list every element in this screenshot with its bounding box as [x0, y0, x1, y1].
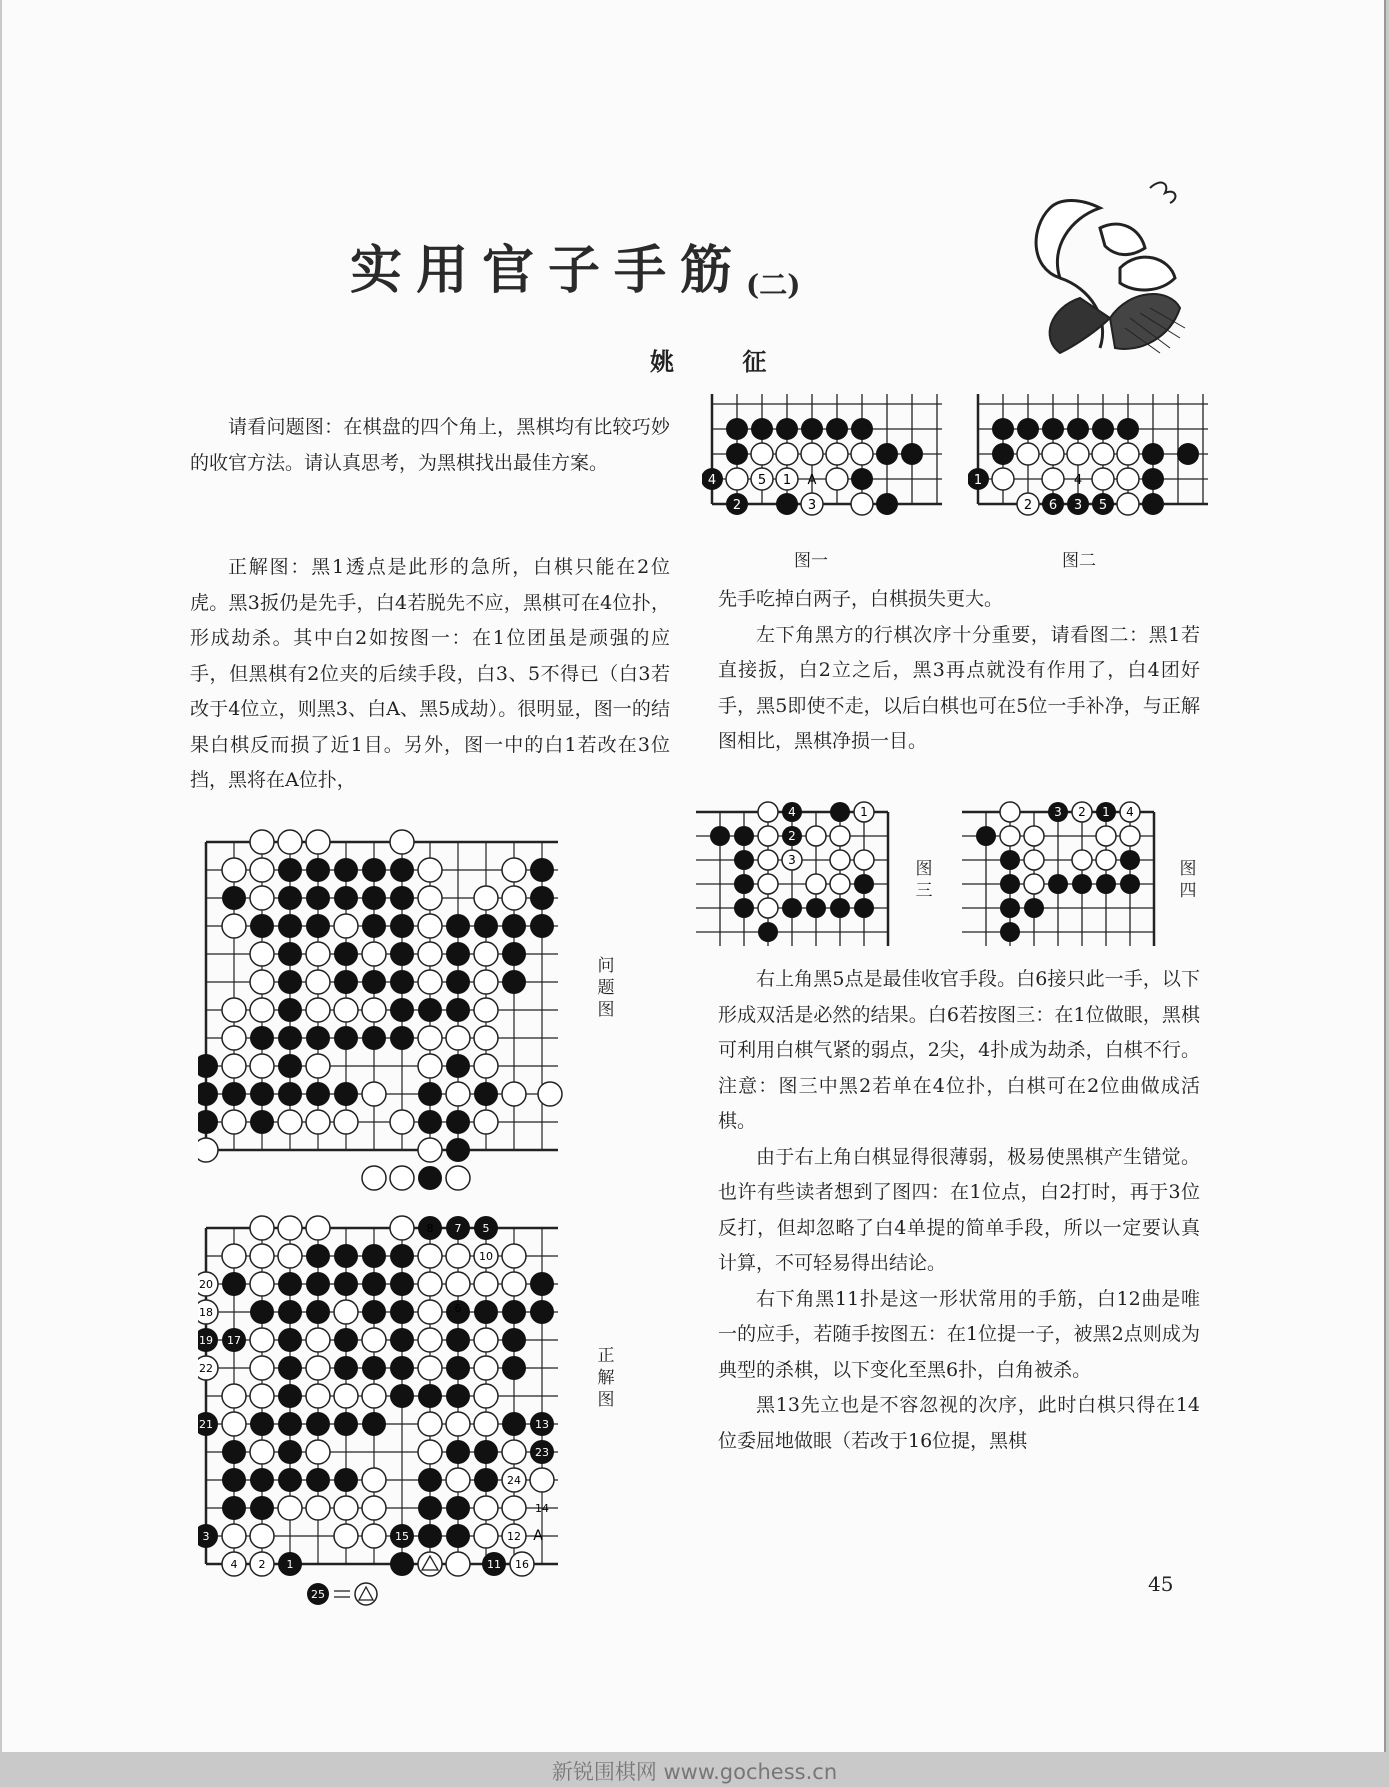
figure-1-board	[702, 394, 942, 534]
svg-text:4: 4	[1126, 805, 1134, 819]
svg-text:4: 4	[788, 805, 796, 819]
article-title	[350, 228, 1010, 302]
figure-1-caption: 图一	[794, 551, 828, 571]
right-text-1: 先手吃掉白两子，白棋损失更大。	[718, 588, 1004, 610]
svg-text:6: 6	[1048, 498, 1058, 513]
svg-text:3: 3	[202, 1530, 210, 1543]
right-text-3: 右上角黑5点是最佳收官手段。白6接只此一手，以下形成双活是必然的结果。白6若按图三：在1位做眼，黑棋可利用白棋气紧的弱点，2尖，4扑成为劫杀，白棋不行。注意：图三中黑2若单在4位扑，白棋可在2位曲做成活棋。	[718, 968, 1200, 1132]
svg-text:24: 24	[507, 1474, 521, 1487]
svg-text:4: 4	[230, 1558, 238, 1571]
figure-3-caption: 图三	[915, 859, 933, 901]
svg-text:5: 5	[482, 1222, 490, 1235]
left-text: 正解图：黑1透点是此形的急所，白棋只能在2位虎。黑3扳仍是先手，白4若脱先不应，黑棋可在4位扑，形成劫杀。其中白2如按图一：在1位团虽是顽强的应手，但黑棋有2位夹的后续手段，白3、5不得已（白3若改于4位立，则黑3、白A、黑5成劫）。很明显，图一的结果白棋反而损了近1目。另外，图一中的白1若改在3位挡，黑将在A位扑，	[190, 556, 670, 791]
svg-text:6: 6	[454, 1302, 462, 1315]
svg-text:1: 1	[286, 1558, 294, 1571]
svg-text:A: A	[533, 1528, 543, 1544]
svg-text:18: 18	[199, 1306, 213, 1319]
intro-paragraph	[190, 410, 670, 481]
flower-illustration	[1020, 168, 1190, 358]
figure-2-caption: 图二	[1062, 551, 1096, 571]
svg-text:2: 2	[732, 498, 742, 513]
figure-2-board	[968, 394, 1208, 534]
solution-board	[198, 1210, 578, 1610]
svg-text:23: 23	[535, 1446, 549, 1459]
svg-text:3: 3	[807, 498, 817, 513]
magazine-page	[2, 0, 1386, 1752]
svg-text:8: 8	[426, 1222, 434, 1235]
svg-text:2: 2	[1023, 498, 1033, 513]
svg-text:15: 15	[395, 1530, 409, 1543]
svg-text:14: 14	[535, 1502, 549, 1515]
svg-text:5: 5	[1098, 498, 1108, 513]
svg-text:7: 7	[454, 1222, 462, 1235]
svg-text:22: 22	[199, 1362, 213, 1375]
svg-text:1: 1	[782, 473, 792, 488]
svg-text:5: 5	[757, 473, 767, 488]
svg-text:19: 19	[199, 1334, 213, 1347]
problem-caption: 问题图	[597, 956, 615, 1020]
figure-4-board	[962, 796, 1162, 948]
title-suffix: (二)	[746, 268, 801, 302]
intro-text: 请看问题图：在棋盘的四个角上，黑棋均有比较巧妙的收官方法。请认真思考，为黑棋找出最佳方案。	[190, 416, 670, 474]
title-text: 实用官子手筋	[350, 240, 747, 301]
figure-3-board	[696, 796, 896, 948]
svg-text:4: 4	[707, 473, 717, 488]
svg-text:10: 10	[479, 1250, 493, 1263]
right-paragraph-block-1	[718, 582, 1200, 760]
right-text-4: 由于右上角白棋显得很薄弱，极易使黑棋产生错觉。也许有些读者想到了图四：在1位点，白2打时，再于3位反打，但却忽略了白4单提的简单手段，所以一定要认真计算，不可轻易得出结论。	[718, 1145, 1200, 1274]
right-text-6: 黑13先立也是不容忽视的次序，此时白棋只得在14位委屈地做眼（若改于16位提，黑棋	[718, 1394, 1200, 1452]
svg-text:21: 21	[199, 1418, 213, 1431]
footer-watermark: 新锐围棋网 www.gochess.cn	[551, 1760, 838, 1784]
svg-text:1: 1	[1102, 805, 1110, 819]
svg-text:17: 17	[227, 1334, 241, 1347]
svg-text:13: 13	[535, 1418, 549, 1431]
figure-4-caption: 图四	[1179, 859, 1197, 901]
svg-text:11: 11	[487, 1558, 501, 1571]
svg-text:20: 20	[199, 1278, 213, 1291]
svg-text:3: 3	[788, 853, 796, 867]
right-text-5: 右下角黑11扑是这一形状常用的手筋，白12曲是唯一的应手，若随手按图五：在1位提一子，被黑2点则成为典型的杀棋，以下变化至黑6扑，白角被杀。	[718, 1287, 1200, 1381]
problem-board	[198, 822, 578, 1202]
svg-text:4: 4	[1073, 473, 1083, 488]
svg-text:1: 1	[973, 473, 983, 488]
svg-text:2: 2	[1078, 805, 1086, 819]
svg-text:1: 1	[860, 805, 868, 819]
right-paragraph-block-2	[718, 962, 1200, 1459]
page-number: 45	[1148, 1572, 1174, 1596]
svg-text:16: 16	[515, 1558, 529, 1571]
left-paragraph	[190, 550, 670, 799]
svg-text:2: 2	[258, 1558, 266, 1571]
svg-text:2: 2	[788, 829, 796, 843]
svg-text:3: 3	[1073, 498, 1083, 513]
author: 姚 征	[650, 347, 797, 376]
svg-text:12: 12	[507, 1530, 521, 1543]
solution-caption: 正解图	[597, 1346, 615, 1410]
svg-text:25: 25	[311, 1588, 325, 1601]
svg-text:3: 3	[1054, 805, 1062, 819]
right-text-2: 左下角黑方的行棋次序十分重要，请看图二：黑1若直接扳，白2立之后，黑3再点就没有作用了，白4团好手，黑5即使不走，以后白棋也可在5位一手补净，与正解图相比，黑棋净损一目。	[718, 623, 1200, 752]
svg-text:A: A	[807, 473, 817, 488]
